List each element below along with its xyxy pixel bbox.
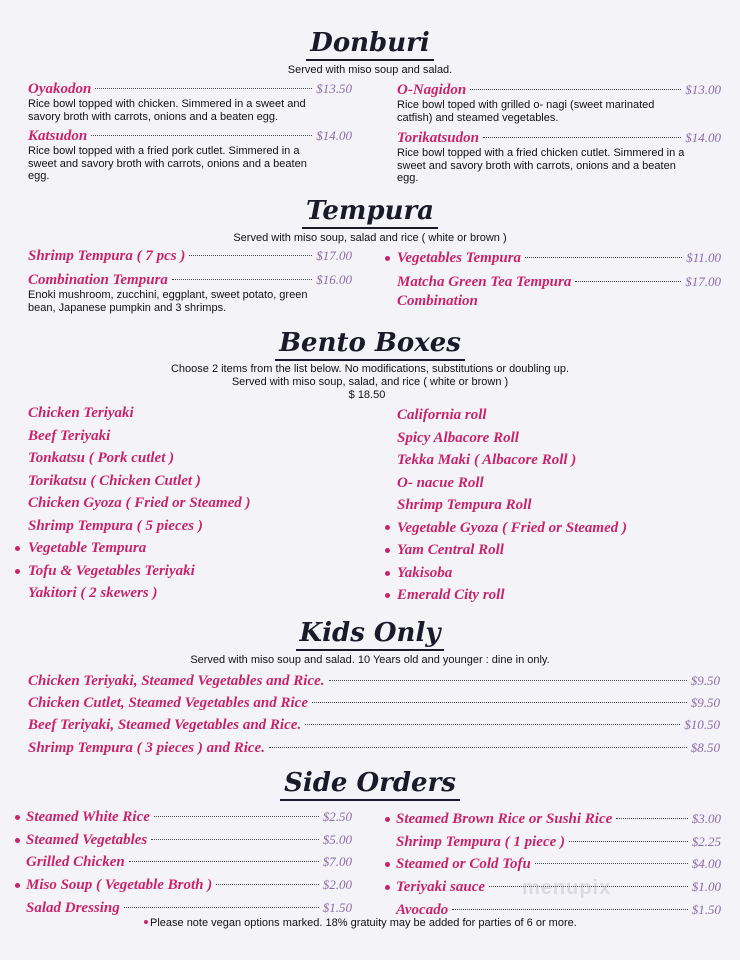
menu-item: [28, 716, 720, 734]
item-price: $10.50: [684, 717, 720, 732]
item-price: $13.00: [685, 82, 721, 97]
vegan-bullet-icon: [385, 525, 390, 530]
item-name: Vegetables Tempura: [397, 250, 522, 266]
item-price: $1.50: [691, 902, 721, 917]
item-name: Salad Dressing: [26, 900, 120, 916]
menu-item: [28, 80, 352, 98]
menu-item: [396, 855, 721, 873]
menu-item: [397, 81, 721, 99]
menu-item: [28, 271, 352, 289]
vegan-bullet-icon: [385, 571, 390, 576]
item-price: $7.00: [322, 854, 352, 869]
item-name: Chicken Teriyaki, Steamed Vegetables and Rice.: [28, 673, 325, 689]
item-description: Rice bowl topped with a fried chicken cutlet. Simmered in a sweet and savory broth with carrots, onions and a beaten egg.: [397, 147, 685, 184]
bento-note-2: Served with miso soup, salad, and rice ( white or brown ): [231, 376, 509, 388]
menu-item: [397, 129, 721, 147]
item-price: $17.00: [316, 248, 352, 263]
item-price: $13.50: [316, 81, 352, 96]
bento-right-list: [397, 405, 627, 605]
item-name: Shrimp Tempura ( 7 pcs ): [28, 248, 186, 264]
menu-item: [26, 808, 352, 826]
list-item: Emerald City roll: [397, 587, 505, 603]
vegan-bullet-icon: [15, 815, 20, 820]
item-price: $2.00: [322, 877, 352, 892]
menu-item: [26, 831, 352, 849]
vegan-bullet-icon: [385, 548, 390, 553]
list-item: Tofu & Vegetables Teriyaki: [28, 562, 195, 579]
menu-item: [28, 247, 352, 265]
vegan-bullet-icon: [385, 817, 390, 822]
menu-item: [26, 876, 352, 894]
item-name: Steamed Vegetables: [26, 832, 148, 848]
donburi-heading: Donburi: [0, 28, 740, 61]
list-item: Vegetable Tempura: [28, 540, 147, 556]
item-price: $5.00: [322, 832, 352, 847]
menu-item: [26, 899, 352, 917]
kids-note: Served with miso soup and salad. 10 Years old and younger : dine in only.: [190, 654, 550, 666]
menu-item: [28, 739, 720, 757]
list-item: Yam Central Roll: [397, 542, 504, 558]
item-price: $17.00: [685, 274, 721, 289]
sides-heading: Side Orders: [0, 768, 740, 801]
vegan-bullet-icon: [385, 885, 390, 890]
menu-item: [397, 249, 721, 267]
item-name: O-Nagidon: [397, 82, 467, 98]
vegan-bullet-icon: [15, 883, 20, 888]
vegan-bullet-icon: [15, 838, 20, 843]
item-name: Shrimp Tempura ( 3 pieces ) and Rice.: [28, 740, 265, 756]
menu-item: [397, 273, 721, 291]
item-description: Rice bowl toped with grilled o- nagi (sweet marinated catfish) and steamed vegetables.: [397, 99, 655, 124]
list-item: Shrimp Tempura Roll: [397, 497, 532, 513]
bento-note-1: Choose 2 items from the list below. No modifications, substitutions or doubling up.: [170, 363, 570, 375]
bento-heading: Bento Boxes: [0, 328, 740, 361]
footer-note: Please note vegan options marked. 18% gratuity may be added for parties of 6 or more.: [150, 917, 577, 929]
watermark: menupix: [522, 877, 612, 899]
list-item: Chicken Gyoza ( Fried or Steamed ): [28, 495, 251, 511]
list-item: Vegetable Gyoza ( Fried or Steamed ): [397, 519, 627, 536]
item-price: $16.00: [316, 272, 352, 287]
item-price: $1.00: [691, 879, 721, 894]
menu-item: [396, 833, 721, 851]
item-name: Torikatsudon: [397, 130, 479, 146]
list-item: Tekka Maki ( Albacore Roll ): [397, 452, 577, 468]
item-name: Steamed Brown Rice or Sushi Rice: [396, 811, 613, 827]
item-price: $4.00: [691, 856, 721, 871]
kids-heading: Kids Only: [0, 618, 740, 651]
list-item: Chicken Teriyaki: [28, 405, 134, 421]
item-price: $8.50: [690, 740, 720, 755]
bento-price: $ 18.50: [348, 389, 386, 401]
list-item: Tonkatsu ( Pork cutlet ): [28, 450, 175, 466]
item-description: Rice bowl topped with a fried pork cutlet. Simmered in a sweet and savory broth with carrots, onions and a beaten egg.: [28, 145, 307, 182]
item-name: Combination Tempura: [28, 272, 168, 288]
menu-item: [28, 127, 352, 145]
item-name: Steamed White Rice: [26, 809, 150, 825]
item-price: $14.00: [685, 130, 721, 145]
menu-item: [396, 810, 721, 828]
item-name: Shrimp Tempura ( 1 piece ): [396, 834, 566, 850]
item-name: Miso Soup ( Vegetable Broth ): [26, 877, 213, 893]
item-description: Rice bowl topped with chicken. Simmered in a sweet and savory broth with carrots, onions and a beaten egg.: [28, 98, 306, 123]
list-item: O- nacue Roll: [397, 474, 484, 491]
item-price: $9.50: [690, 695, 720, 710]
list-item: Beef Teriyaki: [28, 427, 111, 444]
list-item: Spicy Albacore Roll: [397, 429, 519, 446]
vegan-bullet-icon: [385, 593, 390, 598]
item-name: Teriyaki sauce: [396, 879, 486, 895]
donburi-note: Served with miso soup and salad.: [287, 64, 453, 76]
item-price: $2.25: [691, 834, 721, 849]
item-name-line2: Combination: [397, 293, 478, 309]
item-price: $3.00: [691, 811, 721, 826]
list-item: Torikatsu ( Chicken Cutlet ): [28, 472, 201, 489]
tempura-heading: Tempura: [0, 196, 740, 229]
item-name: Steamed or Cold Tofu: [396, 856, 531, 872]
list-item: California roll: [397, 407, 487, 423]
item-price: $14.00: [316, 128, 352, 143]
item-price: $1.50: [322, 900, 352, 915]
list-item: Yakisoba: [397, 564, 453, 581]
vegan-bullet-icon: [15, 569, 20, 574]
item-price: $11.00: [686, 250, 721, 265]
vegan-bullet-icon: [144, 920, 148, 924]
item-price: $9.50: [690, 673, 720, 688]
tempura-note: Served with miso soup, salad and rice ( white or brown ): [233, 232, 507, 244]
item-name: Beef Teriyaki, Steamed Vegetables and Rice.: [28, 717, 302, 733]
item-price: $2.50: [322, 809, 352, 824]
item-name: Oyakodon: [28, 81, 92, 97]
menu-item: [28, 694, 720, 712]
item-name: Chicken Cutlet, Steamed Vegetables and Rice: [28, 695, 308, 711]
vegan-bullet-icon: [385, 862, 390, 867]
item-description: Enoki mushroom, zucchini, eggplant, sweet potato, green bean, Japanese pumpkin and 3 shrimps.: [28, 289, 308, 314]
item-name: Avocado: [396, 902, 449, 918]
item-name: Katsudon: [28, 128, 88, 144]
item-name: Matcha Green Tea Tempura: [397, 274, 572, 290]
vegan-bullet-icon: [385, 256, 390, 261]
menu-item: [28, 672, 720, 690]
list-item: Yakitori ( 2 skewers ): [28, 585, 158, 601]
menu-item: [26, 853, 352, 871]
list-item: Shrimp Tempura ( 5 pieces ): [28, 517, 203, 534]
bento-left-list: [28, 403, 251, 603]
item-name: Grilled Chicken: [26, 854, 125, 870]
vegan-bullet-icon: [15, 546, 20, 551]
